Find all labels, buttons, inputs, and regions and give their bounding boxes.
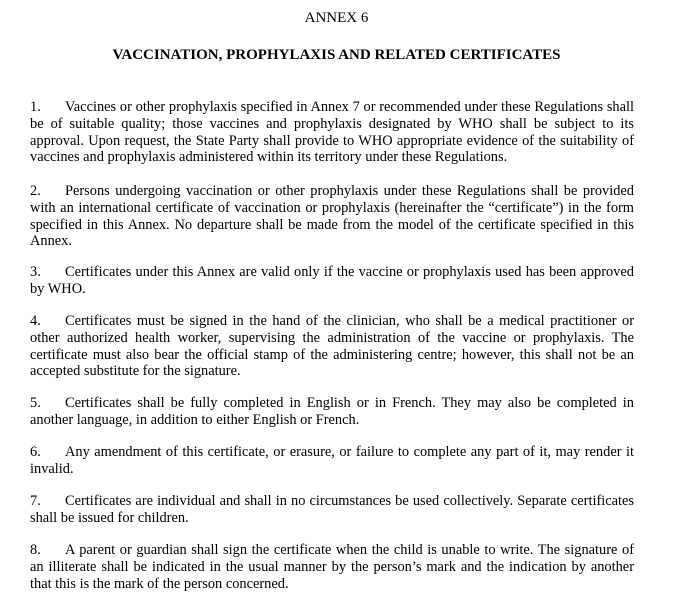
paragraph-number: 4. [30, 313, 41, 329]
paragraph-text: Vaccines or other prophylaxis specified in Annex 7 or recommended under these Regulations shall be of suitable quality; those vaccines and prophylaxis designated by WHO shall be subject to its approval. Upon request, the State Party shall provide to WHO appropriate evidence of the suitability of vaccines and prophylaxis administered within its territory under these Regulations. [30, 99, 634, 166]
paragraph-5 [30, 395, 634, 429]
paragraph-text: Certificates under this Annex are valid only if the vaccine or prophylaxis used has been approved by WHO. [30, 264, 634, 297]
paragraph-1 [30, 99, 634, 166]
paragraph-text: Certificates shall be fully completed in English or in French. They may also be completed in another language, in addition to either English or French. [30, 395, 634, 428]
paragraph-text: Any amendment of this certificate, or erasure, or failure to complete any part of it, may render it invalid. [30, 444, 634, 477]
paragraph-6 [30, 444, 634, 478]
paragraph-number: 1. [30, 99, 41, 115]
paragraph-number: 5. [30, 395, 41, 411]
paragraph-7 [30, 493, 634, 527]
document-heading: VACCINATION, PROPHYLAXIS AND RELATED CERTIFICATES [112, 47, 561, 63]
paragraph-number: 6. [30, 444, 41, 460]
annex-title: ANNEX 6 [304, 10, 369, 26]
paragraph-text: Certificates must be signed in the hand of the clinician, who shall be a medical practitioner or other authorized health worker, supervising the administration of the vaccine or prophylaxis. The certificate must also bear the official stamp of the administering centre; however, this shall not be an accepted substitute for the signature. [30, 313, 634, 380]
paragraph-text: Persons undergoing vaccination or other prophylaxis under these Regulations shall be provided with an international certificate of vaccination or prophylaxis (hereinafter the “certificate”) in the form specified in this Annex. No departure shall be made from the model of the certificate specified in this Annex. [30, 183, 634, 250]
paragraph-text: Certificates are individual and shall in no circumstances be used collectively. Separate certificates shall be issued for children. [30, 493, 634, 526]
paragraph-3 [30, 264, 634, 298]
paragraph-number: 7. [30, 493, 41, 509]
paragraph-8 [30, 542, 634, 592]
paragraph-number: 2. [30, 183, 41, 199]
paragraph-number: 8. [30, 542, 41, 558]
paragraph-4 [30, 313, 634, 380]
paragraph-2 [30, 183, 634, 250]
paragraph-number: 3. [30, 264, 41, 280]
paragraph-text: A parent or guardian shall sign the certificate when the child is unable to write. The signature of an illiterate shall be indicated in the usual manner by the person’s mark and the indication by another that this is the mark of the person concerned. [30, 542, 634, 592]
